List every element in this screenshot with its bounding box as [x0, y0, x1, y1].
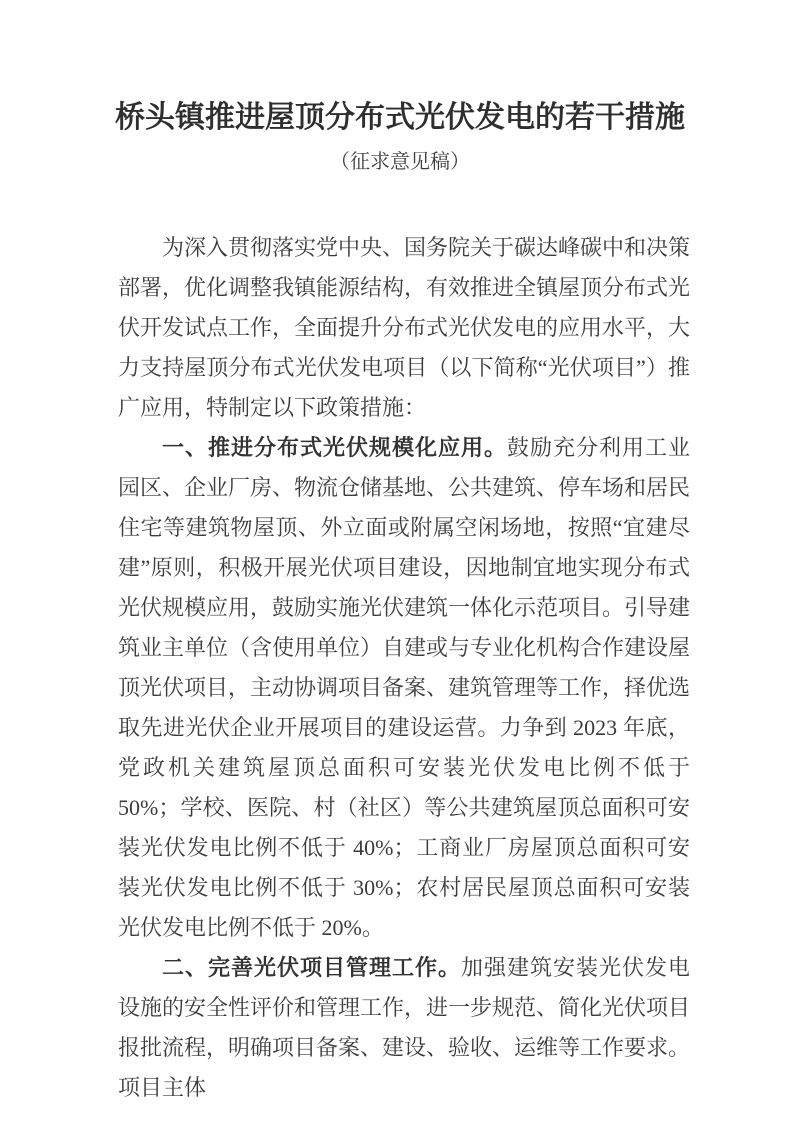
paragraph-intro: 为深入贯彻落实党中央、国务院关于碳达峰碳中和决策部署，优化调整我镇能源结构，有效推进全镇屋顶分布式光伏开发试点工作，全面提升分布式光伏发电的应用水平，大力支持屋顶分布式光伏发电项目（以下简称“光伏项目”）推广应用，特制定以下政策措施：	[118, 235, 691, 420]
paragraph-section-2	[118, 948, 690, 1108]
document-title: 桥头镇推进屋顶分布式光伏发电的若干措施	[115, 101, 685, 134]
paragraph-section-1	[118, 428, 690, 948]
section-2-text: 加强建筑安装光伏发电设施的安全性评价和管理工作，进一步规范、简化光伏项目报批流程，明确项目备案、建设、验收、运维等工作要求。项目主体	[118, 955, 691, 1100]
document-body	[118, 228, 690, 1108]
section-2-heading: 二、完善光伏项目管理工作。	[162, 955, 461, 980]
section-1-heading: 一、推进分布式光伏规模化应用。	[162, 435, 507, 460]
document-subtitle: （征求意见稿）	[330, 151, 470, 173]
section-1-text: 鼓励充分利用工业园区、企业厂房、物流仓储基地、公共建筑、停车场和居民住宅等建筑物屋顶、外立面或附属空闲场地，按照“宜建尽建”原则，积极开展光伏项目建设，因地制宜地实现分布式光伏规模应用，鼓励实施光伏建筑一体化示范项目。引导建筑业主单位（含使用单位）自建或与专业化机构合作建设屋顶光伏项目，主动协调项目备案、建筑管理等工作，择优选取先进光伏企业开展项目的建设运营。力争到 2023 年底，党政机关建筑屋顶总面积可安装光伏发电比例不低于 50%；学校、医院、村（社区）等公共建筑屋顶总面积可安装光伏发电比例不低于 40%；工商业厂房屋顶总面积可安装光伏发电比例不低于 30%；农村居民屋顶总面积可安装光伏发电比例不低于 20%。	[118, 435, 691, 940]
